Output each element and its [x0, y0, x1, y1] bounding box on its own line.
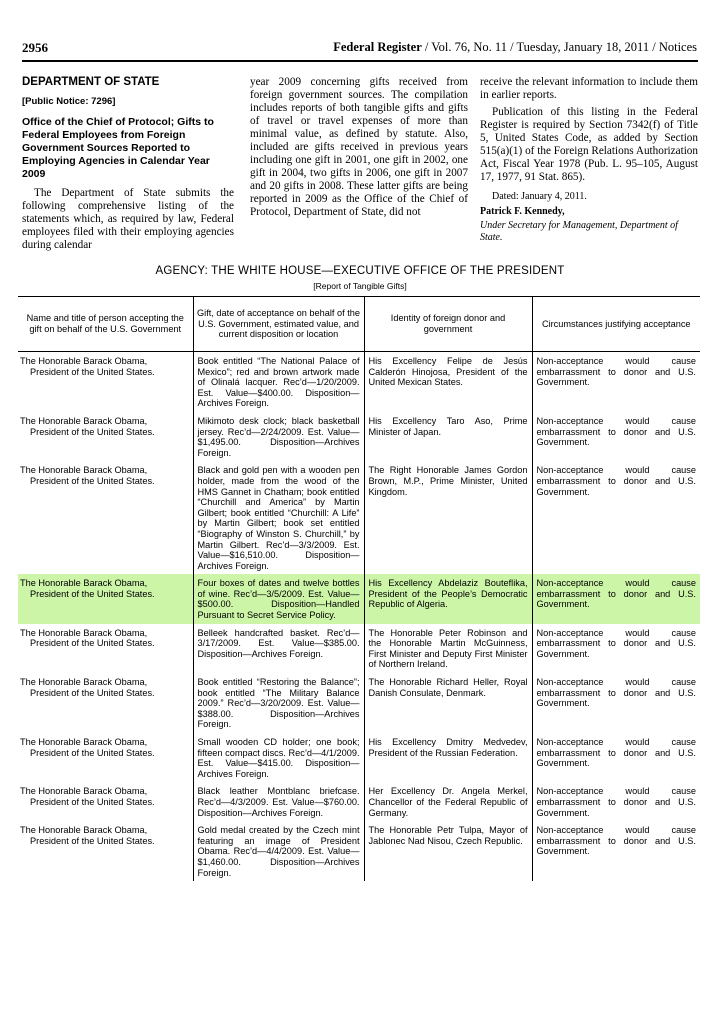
recipient-cell: The Honorable Barack Obama, President of the United States.	[20, 356, 155, 377]
gift-cell: Four boxes of dates and twelve bottles of wine. Rec’d—3/5/2009. Est. Value—$500.00. Disposition—Handled Pursuant to Secret Service Policy.	[193, 574, 364, 623]
column-1	[22, 76, 234, 252]
recipient-cell: The Honorable Barack Obama, President of the United States.	[20, 786, 155, 807]
gift-cell: Mikimoto desk clock; black basketball jersey. Rec’d—2/24/2009. Est. Value—$1,495.00. Disposition—Archives Foreign.	[193, 412, 364, 461]
body-paragraph-1: The Department of State submits the following comprehensive listing of the statements which, as required by law, Federal employees filed with their employing agencies during calendar	[22, 187, 234, 251]
circumstances-cell: Non-acceptance would cause embarrassment to donor and U.S. Government.	[532, 673, 700, 733]
gift-cell: Gold medal created by the Czech mint featuring an image of President Obama. Rec’d—4/4/2009. Est. Value—$1,460.00. Disposition—Archives Foreign.	[193, 821, 364, 881]
table-row	[18, 733, 700, 782]
table-row	[18, 673, 700, 733]
column-header-circumstances: Circumstances justifying acceptance	[532, 297, 700, 352]
recipient-cell: The Honorable Barack Obama, President of the United States.	[20, 627, 155, 649]
public-notice-number: [Public Notice: 7296]	[22, 96, 116, 107]
report-subheading: [Report of Tangible Gifts]	[313, 281, 407, 291]
page-number: 2956	[22, 40, 48, 55]
donor-cell: Her Excellency Dr. Angela Merkel, Chancellor of the Federal Republic of Germany.	[364, 782, 532, 821]
column-2	[250, 76, 468, 219]
gift-cell: Black and gold pen with a wooden pen holder, made from the wood of the HMS Gannet in Chatham; book entitled “Churchill and America” by Martin Gilbert; book entitled “Churchill: A Life” by Martin Gilbert; book set entitled “Biography of Winston S. Churchill,” by Martin Gilbert. Rec’d—3/3/2009. Est. Value—$16,510.00. Disposition—Archives Foreign.	[193, 461, 364, 574]
running-header	[22, 40, 697, 58]
table-row	[18, 352, 700, 412]
gift-cell: Black leather Montblanc briefcase. Rec’d—4/3/2009. Est. Value—$760.00. Disposition—Archives Foreign.	[193, 782, 364, 821]
body-paragraph-2: Publication of this listing in the Federal Register is required by Section 7342(f) of Title 5, United States Code, as added by Section 515(a)(1) of the Foreign Relations Authorization Act, Fiscal Year 1978 (Pub. L. 95–105, August 17, 1977, 91 Stat. 865).	[480, 106, 698, 183]
table-row	[18, 412, 700, 461]
donor-cell: His Excellency Taro Aso, Prime Minister of Japan.	[364, 412, 532, 461]
donor-cell: His Excellency Abdelaziz Bouteflika, President of the People’s Democratic Republic of Algeria.	[364, 574, 532, 623]
circumstances-cell: Non-acceptance would cause embarrassment to donor and U.S. Government.	[532, 412, 700, 461]
donor-cell: His Excellency Dmitry Medvedev, President of the Russian Federation.	[364, 733, 532, 782]
donor-cell: The Honorable Petr Tulpa, Mayor of Jablonec Nad Nisou, Czech Republic.	[364, 821, 532, 881]
recipient-cell: The Honorable Barack Obama, President of the United States.	[20, 578, 155, 599]
table-row-highlighted	[18, 574, 700, 623]
header-rule	[22, 60, 698, 62]
publication-name: Federal Register	[333, 40, 422, 54]
table-row	[18, 624, 700, 673]
circumstances-cell: Non-acceptance would cause embarrassment to donor and U.S. Government.	[532, 574, 700, 623]
column-header-recipient: Name and title of person accepting the gift on behalf of the U.S. Government	[18, 297, 193, 352]
donor-cell: The Honorable Richard Heller, Royal Danish Consulate, Denmark.	[364, 673, 532, 733]
column-header-gift: Gift, date of acceptance on behalf of the U.S. Government, estimated value, and current disposition or location	[193, 297, 364, 352]
table-header-row	[18, 297, 700, 352]
gift-cell: Belleek handcrafted basket. Rec’d—3/17/2009. Est. Value—$385.00. Disposition—Archives Foreign.	[193, 624, 364, 673]
column-header-donor: Identity of foreign donor and government	[364, 297, 532, 352]
circumstances-cell: Non-acceptance would cause embarrassment to donor and U.S. Government.	[532, 733, 700, 782]
circumstances-cell: Non-acceptance would cause embarrassment to donor and U.S. Government.	[532, 352, 700, 412]
table-row	[18, 782, 700, 821]
circumstances-cell: Non-acceptance would cause embarrassment to donor and U.S. Government.	[532, 782, 700, 821]
body-paragraph-1-cont: year 2009 concerning gifts received from foreign government sources. The compilation includes reports of both tangible gifts and gifts of travel or travel expenses of more than minimal value, as defined by statute. Also, included are gifts received in previous years including one gift in 2001, one gift in 2002, one gift in 2004, two gifts in 2006, one gift in 2007 and 20 gifts in 2008. These latter gifts are being reported in 2009 as the Office of the Chief of Protocol, Department of State, did not	[250, 76, 468, 218]
signer-title: Under Secretary for Management, Department of State.	[480, 220, 678, 243]
circumstances-cell: Non-acceptance would cause embarrassment to donor and U.S. Government.	[532, 821, 700, 881]
gift-cell: Book entitled “Restoring the Balance”; book entitled “The Military Balance 2009.” Rec’d—3/20/2009. Est. Value—$388.00. Disposition—Archives Foreign.	[193, 673, 364, 733]
circumstances-cell: Non-acceptance would cause embarrassment to donor and U.S. Government.	[532, 461, 700, 574]
signer-name: Patrick F. Kennedy,	[480, 206, 565, 217]
gifts-table	[18, 296, 700, 881]
donor-cell: The Honorable Peter Robinson and the Honorable Martin McGuinness, First Minister and Deputy First Minister of Northern Ireland.	[364, 624, 532, 673]
gift-cell: Book entitled “The National Palace of Mexico”; red and brown artwork made of Olinalá lacquer. Rec’d—1/20/2009. Est. Value—$400.00. Disposition—Archives Foreign.	[193, 352, 364, 412]
department-heading: DEPARTMENT OF STATE	[22, 76, 160, 88]
table-row	[18, 461, 700, 574]
gift-cell: Small wooden CD holder; one book; fifteen compact discs. Rec’d—4/1/2009. Est. Value—$415.00. Disposition—Archives Foreign.	[193, 733, 364, 782]
column-3	[480, 76, 698, 244]
recipient-cell: The Honorable Barack Obama, President of the United States.	[20, 737, 155, 758]
recipient-cell: The Honorable Barack Obama, President of the United States.	[20, 825, 155, 846]
header-title	[333, 40, 697, 55]
body-paragraph-1-end: receive the relevant information to include them in earlier reports.	[480, 76, 698, 101]
issue-info: / Vol. 76, No. 11 / Tuesday, January 18, 2011 / Notices	[421, 40, 697, 54]
recipient-cell: The Honorable Barack Obama, President of the United States.	[20, 465, 155, 486]
dated-line: Dated: January 4, 2011.	[492, 191, 587, 202]
table-row	[18, 821, 700, 881]
notice-title: Office of the Chief of Protocol; Gifts to Federal Employees from Foreign Government Sources Reported to Employing Agencies in Calendar Year 2009	[22, 116, 214, 180]
agency-heading: AGENCY: THE WHITE HOUSE—EXECUTIVE OFFICE OF THE PRESIDENT	[155, 265, 565, 277]
donor-cell: The Right Honorable James Gordon Brown, M.P., Prime Minister, United Kingdom.	[364, 461, 532, 574]
gifts-table-container	[18, 296, 700, 881]
circumstances-cell: Non-acceptance would cause embarrassment to donor and U.S. Government.	[532, 624, 700, 673]
donor-cell: His Excellency Felipe de Jesús Calderón Hinojosa, President of the United Mexican States.	[364, 352, 532, 412]
recipient-cell: The Honorable Barack Obama, President of the United States.	[20, 677, 155, 698]
recipient-cell: The Honorable Barack Obama, President of the United States.	[20, 415, 155, 437]
